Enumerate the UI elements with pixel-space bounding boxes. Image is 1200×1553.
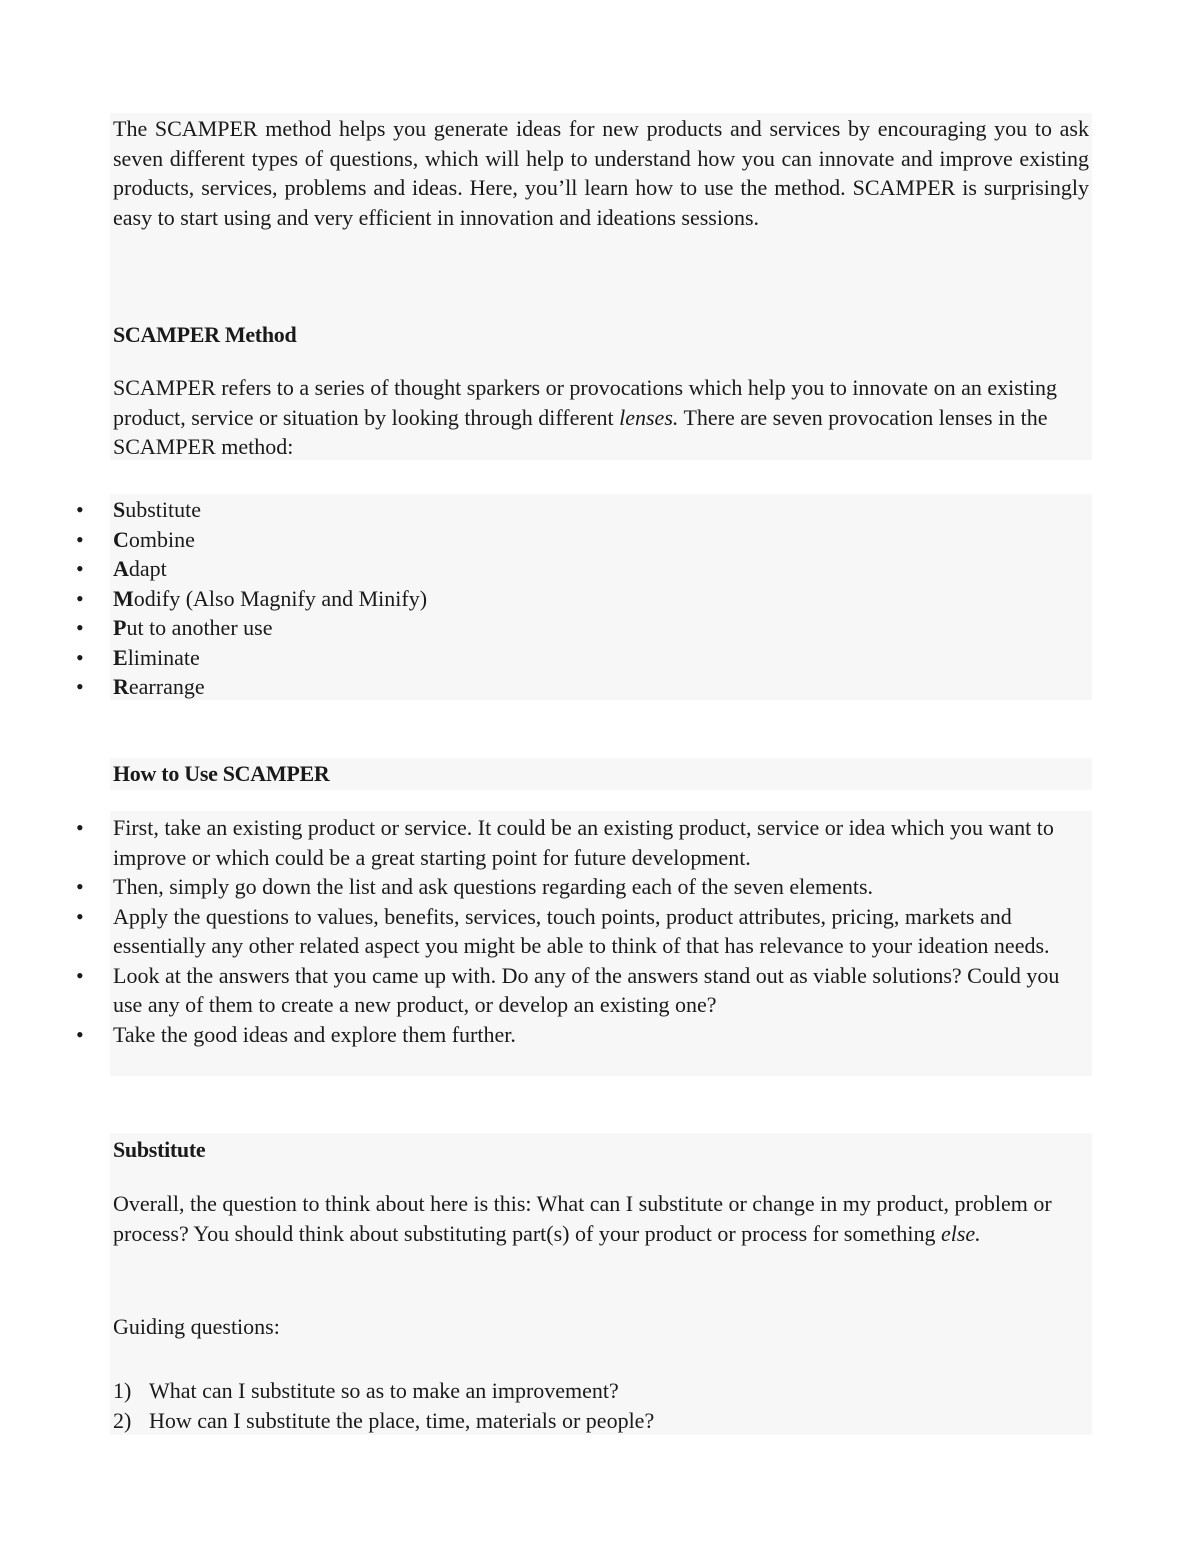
guiding-questions-label: Guiding questions: [113,1314,280,1339]
lens-rest: earrange [128,674,205,699]
substitute-paragraph [113,1189,1089,1248]
how-to-steps-list [0,813,1092,1049]
list-item [113,1376,1089,1406]
method-paragraph [113,373,1089,462]
lens-rest: ombine [128,526,195,552]
lens-initial: M [113,585,134,611]
section-heading-substitute: Substitute [113,1137,206,1162]
lens-initial: A [113,556,129,581]
method-text-part1: SCAMPER refers to a series of thought sparkers or provocations which help you to innovate on an existing product, service or situation by looking through different [113,375,1058,430]
lens-initial: C [113,526,129,552]
question-number: 1) [113,1378,132,1403]
lenses-list [0,495,1092,702]
substitute-text-part1: Overall, the question to think about here is this: What can I substitute or change in my product, problem or process? You should think about substituting part(s) of your product or process for something [113,1191,1052,1246]
guiding-questions-list [113,1376,1089,1435]
lens-rest: odify (Also Magnify and Minify) [133,585,428,611]
list-item [0,672,1092,702]
lens-initial: S [113,497,126,522]
question-number: 2) [113,1407,132,1433]
list-item: • First, take an existing product or service. It could be an existing product, service or idea which you want to improve or which could be a great starting point for future development. [0,813,1092,872]
list-item: • Then, simply go down the list and ask questions regarding each of the seven elements. [0,872,1092,902]
question-text: How can I substitute the place, time, materials or people? [149,1407,655,1433]
list-item [0,554,1092,584]
list-item [113,1406,1089,1436]
lens-rest: liminate [127,644,200,670]
list-item [0,643,1092,673]
list-item [0,613,1092,643]
list-item [0,584,1092,614]
intro-paragraph: The SCAMPER method helps you generate ideas for new products and services by encouraging you to ask seven different types of questions, which will help to understand how you can innovate and improve existing products, services, problems and ideas. Here, you’ll learn how to use the method. SCAMPER is surprisingly easy to start using and very efficient in innovation and ideations sessions. [113,116,1089,230]
substitute-text-italic: else. [940,1220,981,1246]
lens-rest: ut to another use [126,615,273,640]
lens-initial: P [113,615,127,640]
section-heading-scamper-method: SCAMPER Method [113,322,297,347]
lens-initial: R [113,674,129,699]
section-heading-how-to-use: How to Use SCAMPER [113,761,330,786]
question-text: What can I substitute so as to make an improvement? [149,1378,619,1403]
list-item: • Take the good ideas and explore them further. [0,1020,1092,1050]
lens-rest: dapt [128,556,167,581]
list-item: • Look at the answers that you came up with. Do any of the answers stand out as viable solutions? Could you use any of them to create a new product, or develop an existing one? [0,961,1092,1020]
lens-initial: E [113,644,128,670]
lens-rest: ubstitute [125,497,202,522]
list-item [0,495,1092,525]
method-text-part2: There are seven provocation lenses in the SCAMPER method: [113,404,1048,459]
method-text-italic: lenses. [619,404,679,430]
list-item [0,525,1092,555]
list-item: • Apply the questions to values, benefits, services, touch points, product attributes, pricing, markets and essentially any other related aspect you might be able to think of that has relevance to your ideation needs. [0,902,1092,961]
